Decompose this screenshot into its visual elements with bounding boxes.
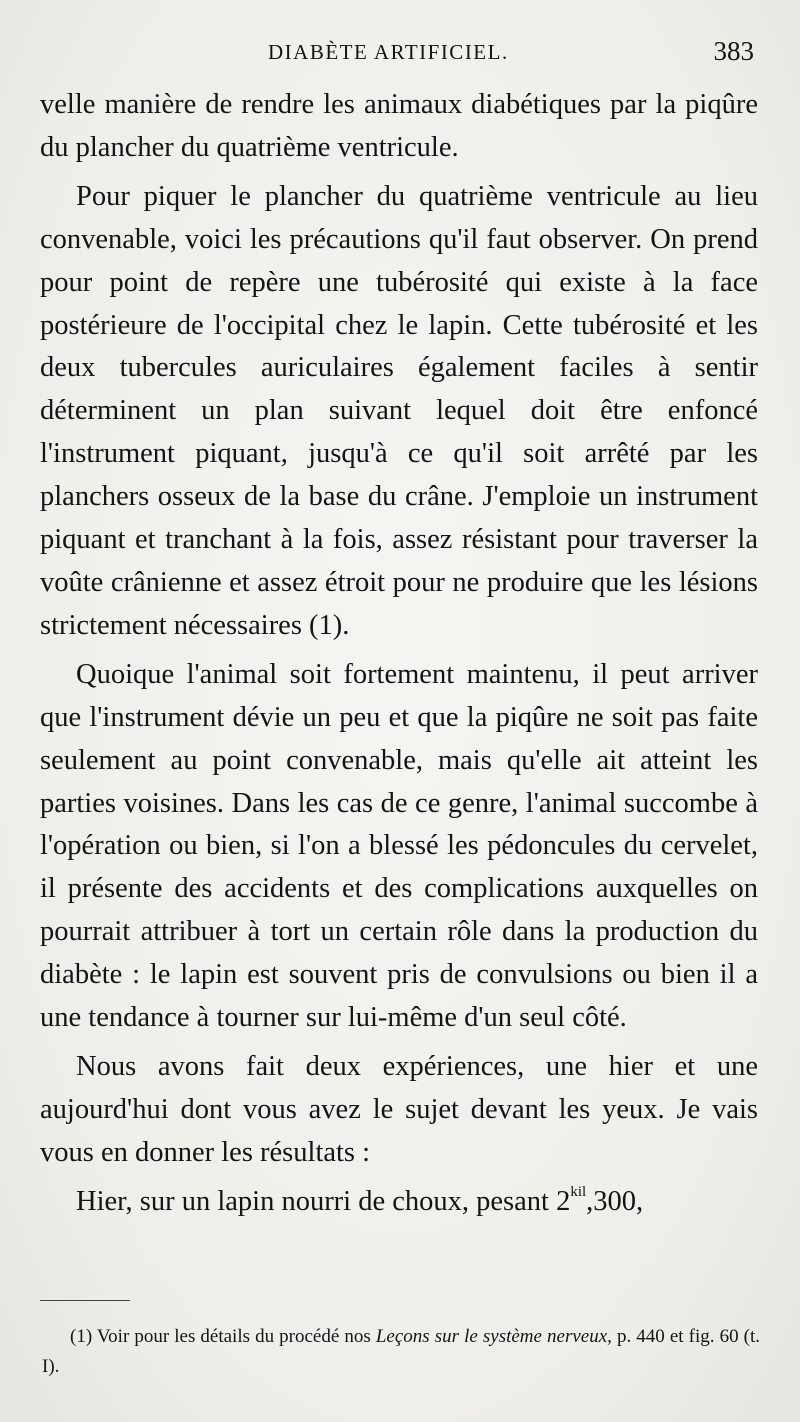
footnote-text: Voir pour les détails du procédé nos <box>96 1326 371 1347</box>
paragraph-4: Nous avons fait deux expériences, une hier et une aujourd'hui dont vous avez le sujet devant les yeux. Je vais vous en donner les résultats : <box>40 1050 758 1168</box>
page-header <box>40 36 754 70</box>
paragraph-1: velle manière de rendre les animaux diabétiques par la piqûre du plancher du quatrième ventricule. <box>40 89 758 163</box>
footnote-mark: (1) <box>70 1326 93 1347</box>
footnote-rule <box>40 1300 130 1301</box>
page-number: 383 <box>713 36 754 66</box>
paragraph-2: Pour piquer le plancher du quatrième ventricule au lieu convenable, voici les précautions qu'il faut observer. On prend pour point de repère une tubérosité qui existe à la face postérieure de l'occipital chez le lapin. Cette tubérosité et les deux tubercules auriculaires également faciles à sentir déterminent un plan suivant lequel doit être enfoncé l'instrument piquant, jusqu'à ce qu'il soit arrêté par les planchers osseux de la base du crâne. J'emploie un instrument piquant et tranchant à la fois, assez résistant pour traverser la voûte crânienne et assez étroit pour ne produire que les lésions strictement nécessaires (1). <box>40 180 758 641</box>
body-text <box>40 84 758 1230</box>
paragraph-5-text: Hier, sur un lapin nourri de choux, pesant 2 <box>76 1185 571 1217</box>
footnote-reference: p. 440 et fig. 60 (t. I). <box>42 1326 761 1377</box>
running-title: DIABÈTE ARTIFICIEL. <box>268 40 509 64</box>
paragraph-3: Quoique l'animal soit fortement maintenu, il peut arriver que l'instrument dévie un peu et que la piqûre ne soit pas faite seulement au point convenable, mais qu'elle ait atteint les parties voisines. Dans les cas de ce genre, l'animal succombe à l'opération ou bien, si l'on a blessé les pédoncules du cervelet, il présente des accidents et des complications auxquelles on pourrait attribuer à tort un certain rôle dans la production du diabète : le lapin est souvent pris de convulsions ou bien il a une tendance à tourner sur lui-même d'un seul côté. <box>40 658 758 1034</box>
footnote-title: Leçons sur le système nerveux, <box>375 1326 612 1347</box>
paragraph-5 <box>40 1181 758 1224</box>
paragraph-5-end: ,300, <box>586 1185 644 1217</box>
footnote <box>42 1322 760 1382</box>
unit-superscript: kil <box>570 1183 587 1200</box>
